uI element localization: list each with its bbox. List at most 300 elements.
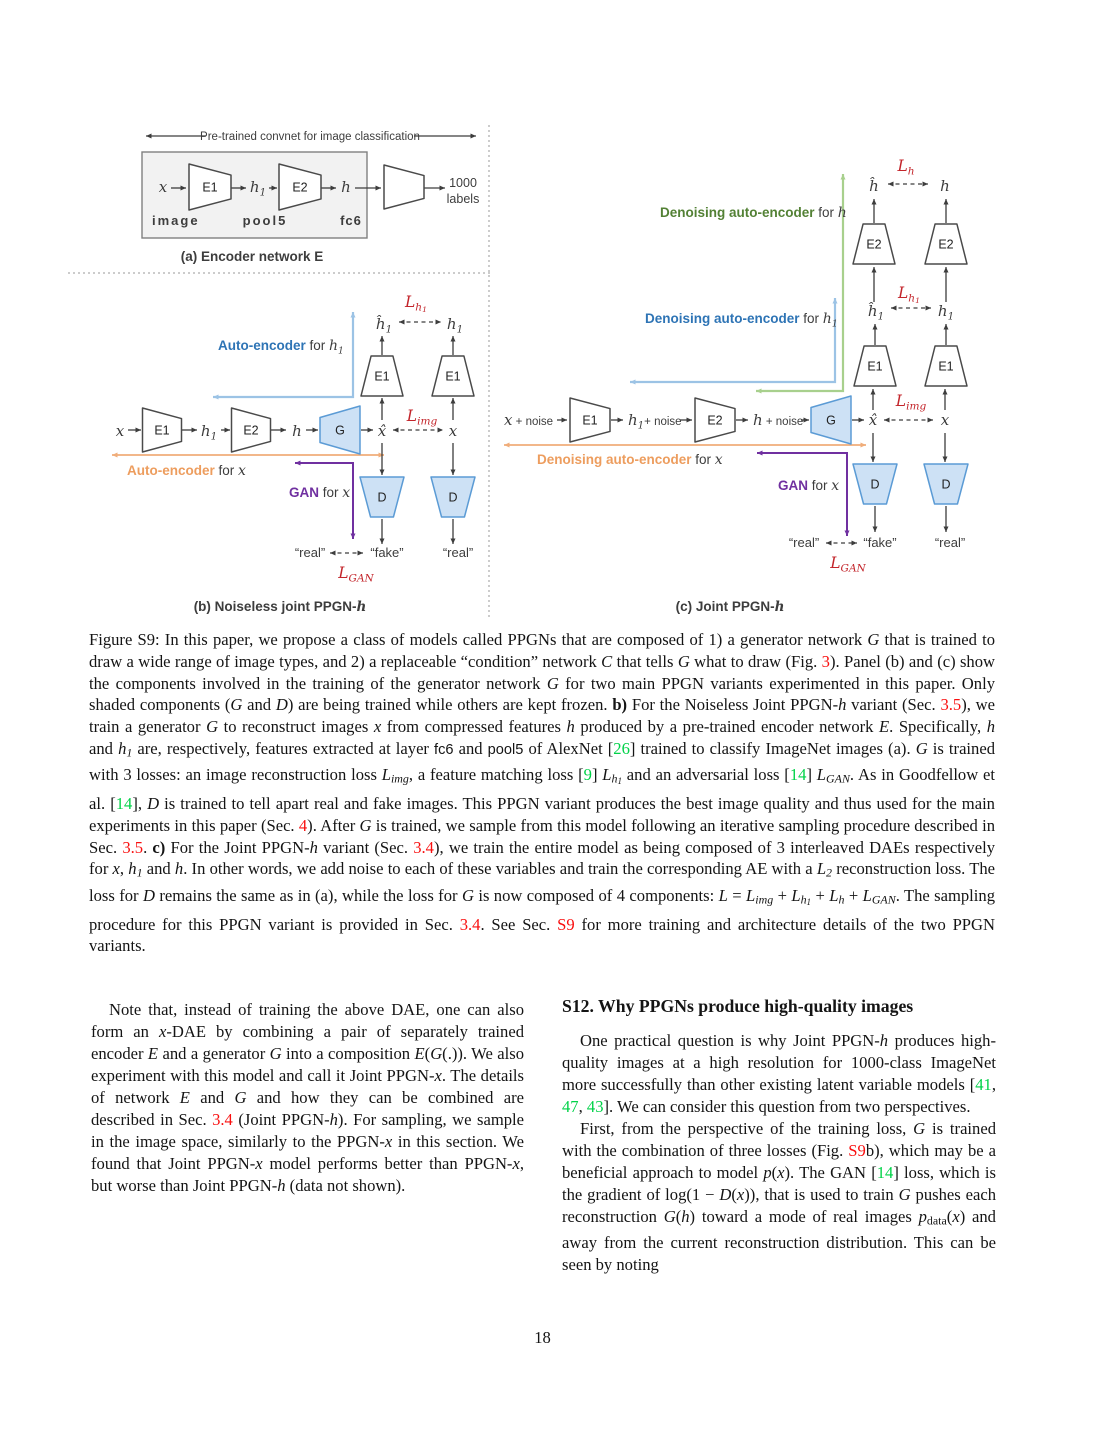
text-segment: D: [275, 695, 288, 715]
text-segment: is now composed of 4 components:: [473, 885, 719, 905]
arrowhead: [944, 527, 949, 533]
arrowhead: [136, 428, 142, 433]
text-segment: 1: [136, 865, 143, 880]
arrowhead: [451, 470, 456, 476]
text-segment: Figure S9: In this paper, we propose a class of models called PPGNs that are composed of 1) a generator network: [89, 630, 868, 649]
text-segment: reconstruction loss. The loss for: [89, 859, 995, 905]
text-segment: x: [255, 1154, 263, 1173]
text-segment: h: [329, 1110, 338, 1129]
text-segment: First, from the perspective of the training loss,: [580, 1119, 914, 1138]
text-segment: G: [915, 738, 928, 758]
text-segment: , a feature matching loss [: [408, 765, 584, 785]
text-segment: 1: [617, 776, 622, 787]
text-segment: are, respectively, features extracted at layer: [132, 738, 435, 758]
text-segment: h: [681, 1207, 690, 1226]
figure-text: “fake”: [863, 535, 897, 550]
text-segment: pushes each reconstruction: [562, 1185, 996, 1226]
reference-link[interactable]: 41: [975, 1075, 992, 1094]
reference-link[interactable]: 3.5: [940, 695, 962, 715]
arrowhead: [923, 182, 929, 187]
arrowhead: [295, 461, 301, 466]
text-segment: pool5: [487, 741, 524, 758]
figure-text: h: [341, 178, 351, 196]
text-segment: h: [800, 892, 807, 907]
text-segment: (: [675, 1207, 682, 1226]
text-segment: h: [118, 738, 127, 758]
arrowhead: [826, 541, 832, 546]
text-segment: x: [777, 1163, 785, 1182]
text-segment: and: [189, 1088, 235, 1107]
text-segment: -DAE by combining a pair of separately trained encoder: [91, 1022, 524, 1063]
text-segment: and: [453, 738, 488, 758]
figure-text: x: [940, 411, 950, 429]
arrowhead: [471, 134, 477, 139]
text-segment: and a generator: [158, 1044, 270, 1063]
text-segment: h: [838, 892, 845, 907]
reference-link[interactable]: S9: [557, 914, 575, 934]
figure-panel-a: [142, 131, 479, 264]
arrowhead: [438, 428, 444, 433]
trapezoid-label: D: [870, 477, 880, 492]
text-segment: ,: [991, 1075, 996, 1094]
figure-text: x̂: [377, 422, 387, 440]
text-segment: L: [381, 765, 391, 785]
text-segment: h: [879, 1031, 889, 1050]
text-segment: ,: [578, 1097, 587, 1116]
text-segment: ). For sampling, we sample in the image space, similarly to the PPGN-: [91, 1110, 524, 1151]
trapezoid-label: E1: [938, 359, 954, 374]
text-segment: into a composition: [281, 1044, 415, 1063]
figure-text: $h_1^{+ noise}$: [628, 411, 682, 432]
text-segment: ,: [119, 859, 129, 879]
reference-link[interactable]: 9: [583, 765, 592, 785]
figure-text: Pre-trained convnet for image classification: [200, 131, 420, 143]
reference-link[interactable]: 3.4: [413, 837, 434, 857]
arrowhead: [891, 306, 897, 311]
text-segment: G: [359, 815, 372, 835]
text-segment: (: [771, 1163, 778, 1182]
figure-panel-b: [112, 293, 475, 615]
trapezoid-label: D: [941, 477, 951, 492]
arrowhead: [368, 428, 374, 433]
trapezoid-label: E1: [374, 369, 390, 384]
reference-link[interactable]: 3.4: [212, 1110, 233, 1129]
text-segment: G: [234, 1088, 247, 1107]
left-column: [91, 999, 524, 1197]
lightblue-connector-line: [213, 312, 353, 397]
text-segment: ] loss, which is the gradient of log(1 −: [562, 1163, 996, 1204]
text-segment: x: [112, 859, 120, 879]
arrowhead: [944, 199, 949, 205]
arrowhead: [841, 174, 846, 180]
text-segment: Note that, instead of training the above DAE, one can also form an: [91, 1000, 524, 1041]
reference-link[interactable]: 3.4: [459, 914, 481, 934]
text-segment: . The details of network: [91, 1066, 524, 1107]
text-segment: h: [566, 717, 575, 737]
text-segment: =: [727, 885, 747, 905]
figure-text: Denoising auto-encoder for h: [660, 205, 847, 221]
text-segment: from compressed features: [381, 717, 567, 737]
arrowhead: [358, 551, 364, 556]
right-column: [562, 995, 996, 1276]
arrowhead: [872, 199, 877, 205]
trapezoid-label: D: [377, 490, 387, 505]
arrowhead: [756, 389, 762, 394]
text-segment: . Specifically,: [889, 717, 987, 737]
text-segment: One practical question is why Joint PPGN-: [580, 1031, 880, 1050]
figure-text: $ĥ_1$: [867, 302, 885, 323]
arrowhead: [380, 398, 385, 404]
figure-text: Denoising auto-encoder for x: [537, 452, 723, 468]
figure-text: pool5: [242, 213, 288, 228]
trapezoid-label: E2: [938, 237, 954, 252]
figure-text: $h_1$: [249, 178, 267, 199]
text-segment: variant (Sec.: [317, 837, 414, 857]
figure-text: $L_h1$: [404, 293, 428, 314]
figure-s9-diagram: [0, 0, 1113, 640]
text-segment: h: [277, 1176, 286, 1195]
trapezoid-label: E2: [707, 413, 723, 428]
trapezoid-classifier: [384, 165, 424, 209]
text-segment: (data not shown).: [285, 1176, 406, 1195]
text-segment: c): [152, 837, 166, 857]
reference-link[interactable]: S9: [848, 1141, 866, 1160]
arrowhead: [872, 267, 877, 273]
trapezoid-label: E2: [292, 180, 308, 195]
arrowhead: [225, 428, 231, 433]
text-segment: h: [611, 771, 618, 786]
reference-link[interactable]: 14: [115, 794, 133, 814]
arrowhead: [313, 428, 319, 433]
arrowhead: [804, 418, 810, 423]
figure-text: x + noise: [504, 411, 554, 429]
text-segment: variant (Sec.: [846, 695, 941, 715]
figure-text: “real”: [934, 535, 966, 550]
figure-text: ĥ: [869, 177, 879, 195]
arrowhead: [440, 186, 446, 191]
figure-text: (b) Noiseless joint PPGN-h: [193, 599, 367, 615]
trapezoid-label: G: [826, 413, 836, 428]
trapezoid-label: G: [335, 423, 345, 438]
figure-text: Auto-encoder for $h_1$: [218, 338, 344, 357]
text-segment: +: [773, 885, 792, 905]
figure-text: “fake”: [370, 545, 404, 560]
text-segment: to reconstruct images: [218, 717, 374, 737]
text-segment: G: [663, 1207, 676, 1226]
text-segment: x: [736, 1185, 745, 1204]
arrowhead: [376, 186, 382, 191]
arrowhead: [873, 527, 878, 533]
text-segment: G: [230, 695, 243, 715]
text-segment: and: [89, 738, 119, 758]
text-segment: is trained with 3 losses: an image reconstruction loss: [89, 738, 996, 785]
text-segment: 1: [806, 896, 812, 907]
trapezoid-label: E1: [582, 413, 598, 428]
reference-link[interactable]: 3: [821, 651, 830, 671]
figure-text: “real”: [788, 535, 820, 550]
figure-text: $h_1$: [937, 302, 955, 323]
figure-text: (a) Encoder network E: [180, 249, 324, 264]
figure-text: $h_1$: [200, 422, 218, 443]
text-segment: h: [986, 717, 995, 737]
text-segment: img: [390, 771, 409, 786]
text-segment: ), we train the entire model as being composed of 3 interleaved DAEs respectively for: [89, 837, 995, 879]
reference-link[interactable]: 47: [562, 1097, 579, 1116]
arrowhead: [852, 541, 858, 546]
text-segment: x: [434, 1066, 442, 1085]
text-segment: p: [918, 1207, 927, 1226]
arrowhead: [928, 418, 934, 423]
figure-text: h: [292, 422, 302, 440]
text-segment: and: [242, 695, 276, 715]
text-segment: x: [384, 1132, 393, 1151]
text-segment: . The sampling procedure for this PPGN variant is provided in Sec.: [89, 885, 995, 934]
text-segment: ],: [132, 794, 148, 814]
figure-text: $L_h$: [897, 157, 915, 178]
text-segment: and: [142, 859, 175, 879]
text-segment: G: [867, 630, 880, 649]
figure-caption: [89, 629, 995, 957]
arrowhead: [871, 389, 876, 395]
purple-connector-line: [757, 453, 847, 536]
arrowhead: [871, 457, 876, 463]
arrowhead: [562, 418, 568, 423]
figure-text: GAN for x: [289, 485, 351, 501]
text-segment: x: [158, 1022, 167, 1041]
arrowhead: [833, 298, 838, 304]
text-segment: D: [719, 1185, 732, 1204]
text-segment: G: [430, 1044, 443, 1063]
text-segment: L: [816, 859, 827, 879]
figure-text: (c) Joint PPGN-h: [675, 599, 785, 615]
text-segment: (Joint PPGN-: [232, 1110, 330, 1129]
arrowhead: [743, 418, 749, 423]
text-segment: data: [926, 1213, 947, 1228]
text-segment: ]: [806, 765, 817, 785]
text-segment: L: [602, 765, 612, 785]
figure-text: GAN for x: [778, 478, 840, 494]
arrowhead: [944, 324, 949, 330]
text-segment: (: [731, 1185, 737, 1204]
reference-link[interactable]: 4: [298, 815, 308, 835]
text-segment: G: [546, 673, 559, 693]
text-segment: L: [746, 885, 756, 905]
figure-text: image: [152, 213, 200, 228]
trapezoid-label: E1: [867, 359, 883, 374]
trapezoid-label: E1: [202, 180, 218, 195]
figure-text: x: [448, 422, 458, 440]
section-heading: S12. Why PPGNs produce high-quality images: [562, 996, 914, 1016]
text-segment: that tells: [612, 651, 678, 671]
text-segment: h: [309, 837, 318, 857]
text-segment: h: [838, 695, 847, 715]
text-segment: L: [829, 885, 839, 905]
arrowhead: [146, 134, 152, 139]
figure-text: $h_1$: [446, 315, 464, 336]
figure-text: $L_h1$: [897, 284, 921, 305]
text-segment: x: [373, 717, 382, 737]
text-segment: for more training and architecture details of the two PPGN variants.: [89, 914, 995, 956]
trapezoid-label: E1: [445, 369, 461, 384]
text-segment: b): [612, 695, 628, 715]
text-segment: is trained to tell apart real and fake images. This PPGN variant produces the best image quality and thus used for the main experiments in this paper (Sec.: [89, 794, 995, 835]
reference-link[interactable]: 26: [613, 738, 630, 758]
text-segment: model performs better than PPGN-: [262, 1154, 513, 1173]
text-segment: that is trained to draw a wide range of image types, and 2) a replaceable “condition” network: [89, 630, 996, 671]
text-segment: C: [601, 651, 613, 671]
text-segment: , but worse than Joint PPGN-: [91, 1154, 524, 1195]
text-segment: for two main PPGN variants experimented in this paper. Only shaded components (: [89, 673, 995, 715]
text-segment: fc6: [434, 741, 454, 758]
text-segment: (: [424, 1044, 431, 1063]
figure-text: x: [115, 422, 125, 440]
trapezoid-label: E2: [243, 423, 259, 438]
arrowhead: [944, 267, 949, 273]
text-segment: is trained with the combination of three losses (Fig.: [562, 1119, 997, 1160]
figure-text: x: [158, 178, 168, 196]
page-number: 18: [534, 1328, 551, 1347]
text-segment: E: [414, 1044, 425, 1063]
trapezoid-label: E2: [866, 237, 882, 252]
arrowhead: [281, 428, 287, 433]
text-segment: 2: [826, 865, 833, 880]
text-segment: ]. We can consider this question from two perspectives.: [603, 1097, 971, 1116]
text-segment: x: [952, 1207, 960, 1226]
arrowhead: [192, 428, 198, 433]
text-segment: ] trained to classify ImageNet images (a).: [629, 738, 916, 758]
text-segment: ), we train a generator: [89, 695, 995, 737]
figure-panel-c: [504, 157, 968, 615]
text-segment: .: [143, 837, 153, 857]
arrowhead: [451, 336, 456, 342]
arrowhead: [687, 418, 693, 423]
figure-text: $L_{img}$: [895, 392, 927, 413]
arrowhead: [451, 539, 456, 545]
figure-text: $L_{GAN}$: [338, 564, 374, 585]
figure-text: “real”: [442, 545, 474, 560]
text-segment: p: [763, 1163, 772, 1182]
text-segment: L: [816, 765, 827, 785]
text-segment: h: [174, 859, 184, 879]
text-segment: +: [811, 885, 830, 905]
text-segment: E: [147, 1044, 159, 1063]
text-segment: E: [179, 1088, 190, 1107]
figure-text: $L_{GAN}$: [830, 554, 866, 575]
body-paragraph: [562, 1030, 996, 1118]
text-segment: G: [269, 1044, 282, 1063]
figure-text: 1000: [449, 176, 477, 190]
arrowhead: [380, 539, 385, 545]
reference-link[interactable]: 14: [876, 1163, 894, 1182]
text-segment: GAN: [826, 771, 850, 786]
figure-text: Denoising auto-encoder for $h_1$: [645, 311, 838, 330]
text-segment: +: [844, 885, 863, 905]
text-segment: G: [913, 1119, 926, 1138]
arrowhead: [399, 320, 405, 325]
text-segment: of AlexNet [: [523, 738, 614, 758]
text-segment: ). After: [307, 815, 360, 835]
text-segment: . See Sec.: [480, 914, 558, 934]
arrowhead: [926, 306, 932, 311]
arrowhead: [888, 182, 894, 187]
arrowhead: [351, 534, 356, 540]
purple-connector-line: [295, 463, 353, 539]
text-segment: and an adversarial loss [: [621, 765, 790, 785]
text-segment: D: [142, 885, 155, 905]
text-segment: 1: [126, 745, 133, 760]
figure-text: $ĥ_1$: [375, 315, 393, 336]
text-segment: )), that is used to train: [744, 1185, 899, 1204]
text-segment: GAN: [871, 892, 896, 907]
text-segment: ]: [591, 765, 603, 785]
figure-text: h: [940, 177, 950, 195]
text-segment: x: [512, 1154, 520, 1173]
arrowhead: [845, 531, 850, 537]
text-segment: what to draw (Fig.: [689, 651, 822, 671]
text-segment: produced by a pre-trained encoder network: [574, 717, 879, 737]
arrowhead: [112, 453, 118, 458]
text-segment: ). The GAN [: [784, 1163, 877, 1182]
reference-link[interactable]: 14: [789, 765, 807, 785]
figure-text: labels: [446, 192, 480, 206]
arrowhead: [379, 453, 385, 458]
text-segment: remains the same as in (a), while the loss for: [154, 885, 462, 905]
arrowhead: [943, 389, 948, 395]
text-segment: ). Panel (b) and (c) show the components involved in the training of the generator network: [89, 651, 995, 693]
text-segment: E: [879, 717, 890, 737]
reference-link[interactable]: 3.5: [122, 837, 144, 857]
figure-text: fc6: [340, 213, 362, 228]
text-segment: in this section. We found that Joint PPGN-: [91, 1132, 525, 1173]
text-segment: ) and away from the current reconstruction distribution. This can be seen by noting: [562, 1207, 996, 1274]
text-segment: L: [862, 885, 872, 905]
text-segment: img: [755, 892, 774, 907]
text-segment: b), which may be a beneficial approach to model: [562, 1141, 996, 1182]
arrowhead: [380, 470, 385, 476]
arrowhead: [943, 457, 948, 463]
text-segment: For the Noiseless Joint PPGN-: [627, 695, 839, 715]
figure-text: h + noise: [753, 411, 804, 429]
arrowhead: [213, 395, 219, 400]
figure-text: Auto-encoder for x: [127, 463, 246, 479]
text-segment: G: [461, 885, 474, 905]
text-segment: (: [946, 1207, 953, 1226]
text-segment: is trained, we sample from this model following an iterative sampling procedure described in Sec.: [89, 815, 995, 857]
trapezoid-label: E1: [154, 423, 170, 438]
arrowhead: [380, 336, 385, 342]
arrowhead: [618, 418, 624, 423]
arrowhead: [351, 312, 356, 318]
text-segment: . As in Goodfellow et al. [: [89, 765, 996, 814]
text-segment: h: [128, 859, 137, 879]
text-segment: (.)). We also experiment with this model and call it Joint PPGN-: [91, 1044, 524, 1085]
arrowhead: [861, 443, 867, 448]
figure-text: “real”: [294, 545, 326, 560]
arrowhead: [630, 380, 636, 385]
text-segment: G: [206, 717, 219, 737]
text-segment: G: [677, 651, 690, 671]
text-segment: For the Joint PPGN-: [165, 837, 310, 857]
text-segment: G: [898, 1185, 911, 1204]
arrowhead: [873, 324, 878, 330]
body-paragraph: [91, 999, 524, 1197]
figure-text: $L_{img}$: [406, 407, 438, 428]
text-segment: ) are being trained while others are kept frozen.: [287, 695, 613, 715]
text-segment: produces high-quality images at a high resolution for 1000-class ImageNet more successfully than other existing latent variable models [: [562, 1031, 996, 1094]
arrowhead: [504, 443, 510, 448]
reference-link[interactable]: 43: [586, 1097, 604, 1116]
figure-text: x̂: [868, 411, 878, 429]
